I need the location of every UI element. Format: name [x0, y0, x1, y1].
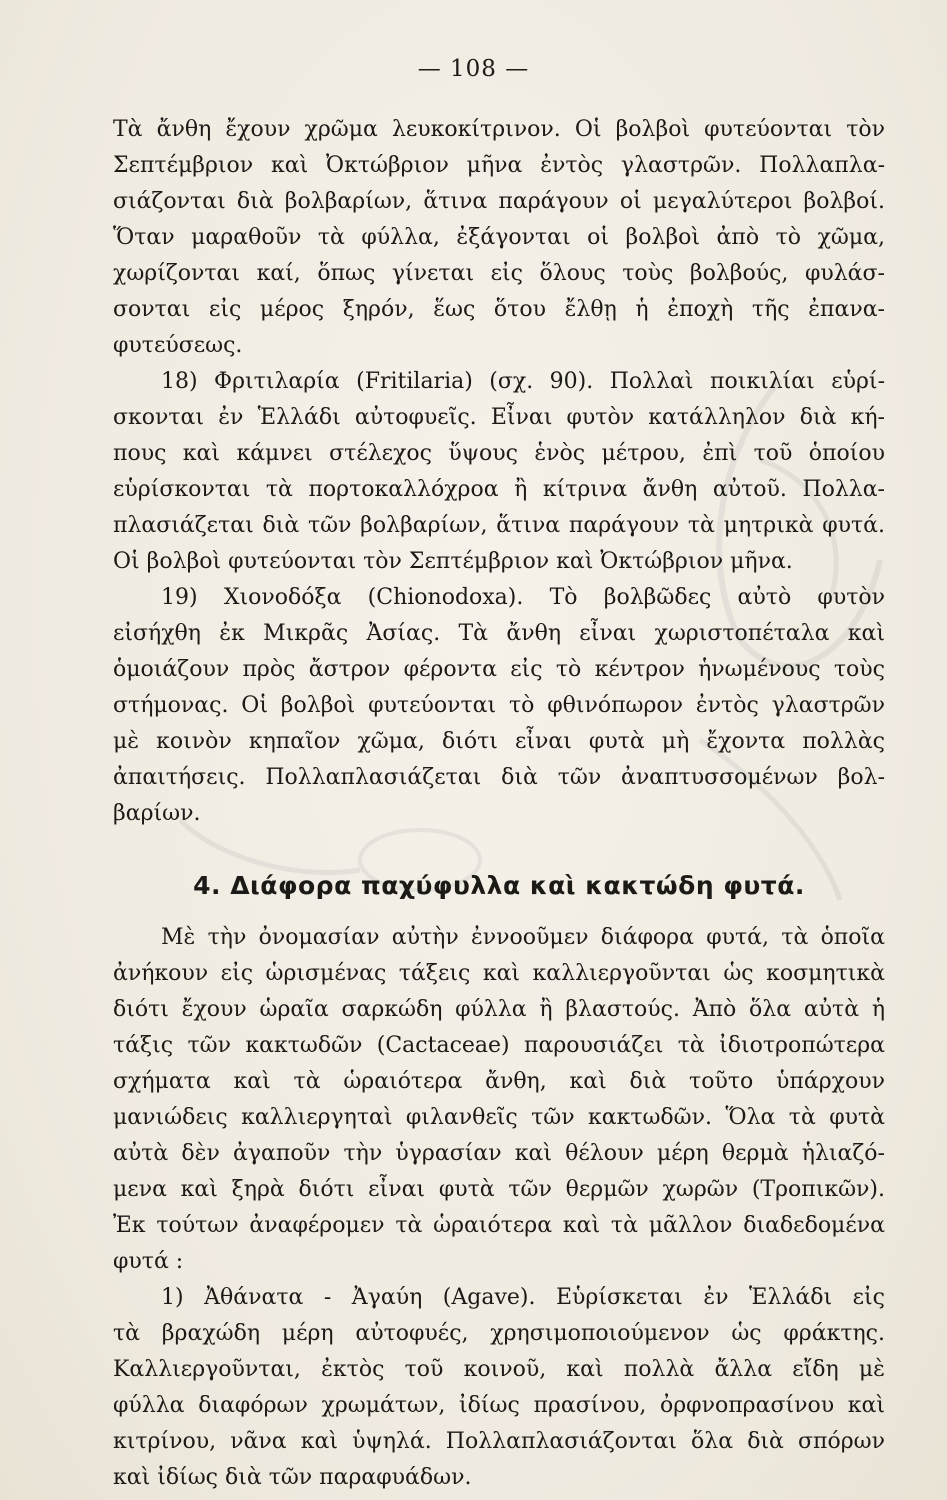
text-line: ὁμοιάζουν πρὸς ἄστρον φέροντα εἰς τὸ κέντρον ἡνωμένους τοὺς — [113, 657, 885, 682]
text-line: 18) Φριτιλαρία (Fritilaria) (σχ. 90). Πολλαὶ ποικιλίαι εὑρί- — [161, 369, 885, 394]
text-line: φύλλα διαφόρων χρωμάτων, ἰδίως πρασίνου, ὀρφνοπρασίνου καὶ — [113, 1393, 885, 1418]
text-line: μὲ κοινὸν κηπαῖον χῶμα, διότι εἶναι φυτὰ μὴ ἔχοντα πολλὰς — [113, 729, 885, 754]
paragraph-chionodoxa — [113, 580, 885, 832]
text-line: πλασιάζεται διὰ τῶν βολβαρίων, ἅτινα παράγουν τὰ μητρικὰ φυτά. — [113, 513, 885, 538]
paragraph-fritilaria — [113, 364, 885, 580]
text-line: ἀπαιτήσεις. Πολλαπλασιάζεται διὰ τῶν ἀναπτυσσομένων βολ- — [113, 765, 885, 790]
text-line: Οἱ βολβοὶ φυτεύονται τὸν Σεπτέμβριον καὶ Ὀκτώβριον μῆνα. — [113, 549, 793, 574]
text-line: σιάζονται διὰ βολβαρίων, ἅτινα παράγουν οἱ μεγαλύτεροι βολβοί. — [113, 189, 885, 214]
text-line: μανιώδεις καλλιεργηταὶ φιλανθεῖς τῶν κακτωδῶν. Ὅλα τὰ φυτὰ — [113, 1105, 885, 1130]
paragraph-bulb-care — [113, 112, 885, 364]
text-line: τάξις τῶν κακτωδῶν (Cactaceae) παρουσιάζει τὰ ἰδιοτροπώτερα — [113, 1033, 885, 1058]
text-line: ἀνήκουν εἰς ὡρισμένας τάξεις καὶ καλλιεργοῦνται ὡς κοσμητικὰ — [113, 961, 885, 986]
text-line: φυτεύσεως. — [113, 333, 243, 358]
text-line: στήμονας. Οἱ βολβοὶ φυτεύονται τὸ φθινόπωρον ἐντὸς γλαστρῶν — [113, 693, 885, 718]
text-line: βαρίων. — [113, 801, 201, 826]
paragraph-succulents-intro — [113, 920, 885, 1280]
text-line: Τὰ ἄνθη ἔχουν χρῶμα λευκοκίτρινον. Οἱ βολβοὶ φυτεύονται τὸν — [113, 117, 885, 142]
text-line: Σεπτέμβριον καὶ Ὀκτώβριον μῆνα ἐντὸς γλαστρῶν. Πολλαπλα- — [113, 153, 885, 178]
text-line: μενα καὶ ξηρὰ διότι εἶναι φυτὰ τῶν θερμῶν χωρῶν (Τροπικῶν). — [113, 1177, 885, 1202]
text-line: Ἐκ τούτων ἀναφέρομεν τὰ ὡραιότερα καὶ τὰ μᾶλλον διαδεδομένα — [113, 1213, 885, 1238]
text-line: χωρίζονται καί, ὅπως γίνεται εἰς ὅλους τοὺς βολβούς, φυλάσ- — [113, 261, 885, 286]
text-line: κιτρίνου, νᾶνα καὶ ὑψηλά. Πολλαπλασιάζονται ὅλα διὰ σπόρων — [113, 1429, 885, 1454]
text-line: τὰ βραχώδη μέρη αὐτοφυές, χρησιμοποιούμενον ὡς φράκτης. — [113, 1321, 885, 1346]
text-line: εἰσήχθη ἐκ Μικρᾶς Ἀσίας. Τὰ ἄνθη εἶναι χωριστοπέταλα καὶ — [113, 621, 885, 646]
text-line: 1) Ἀθάνατα - Ἀγαύη (Agave). Εὑρίσκεται ἐν Ἑλλάδι εἰς — [161, 1285, 885, 1310]
text-line: καὶ ἰδίως διὰ τῶν παραφυάδων. — [113, 1465, 472, 1490]
page-body — [113, 112, 885, 1496]
section-heading: 4. Διάφορα παχύφυλλα καὶ κακτώδη φυτά. — [193, 871, 805, 900]
page-number: — 108 — — [417, 56, 530, 82]
text-line: Μὲ τὴν ὀνομασίαν αὐτὴν ἐννοοῦμεν διάφορα φυτά, τὰ ὁποῖα — [161, 925, 885, 950]
text-line: φυτά : — [113, 1249, 184, 1274]
text-line: σονται εἰς μέρος ξηρόν, ἕως ὅτου ἔλθῃ ἡ ἐποχὴ τῆς ἐπανα- — [113, 297, 885, 322]
text-line: εὑρίσκονται τὰ πορτοκαλλόχροα ἢ κίτρινα ἄνθη αὐτοῦ. Πολλα- — [113, 477, 885, 502]
text-line: διότι ἔχουν ὡραῖα σαρκώδη φύλλα ἢ βλαστούς. Ἀπὸ ὅλα αὐτὰ ἡ — [113, 997, 885, 1022]
text-line: σχήματα καὶ τὰ ὡραιότερα ἄνθη, καὶ διὰ τοῦτο ὑπάρχουν — [113, 1069, 885, 1094]
text-line: σκονται ἐν Ἑλλάδι αὐτοφυεῖς. Εἶναι φυτὸν κατάλληλον διὰ κή- — [113, 405, 885, 430]
text-line: Ὅταν μαραθοῦν τὰ φύλλα, ἐξάγονται οἱ βολβοὶ ἀπὸ τὸ χῶμα, — [113, 225, 885, 250]
paragraph-agave — [113, 1280, 885, 1496]
text-line: αὐτὰ δὲν ἀγαποῦν τὴν ὑγρασίαν καὶ θέλουν μέρη θερμὰ ἡλιαζό- — [113, 1141, 885, 1166]
text-line: Καλλιεργοῦνται, ἐκτὸς τοῦ κοινοῦ, καὶ πολλὰ ἄλλα εἴδη μὲ — [113, 1357, 885, 1382]
text-line: πους καὶ κάμνει στέλεχος ὕψους ἑνὸς μέτρου, ἐπὶ τοῦ ὁποίου — [113, 441, 885, 466]
text-line: 19) Χιονοδόξα (Chionodoxa). Τὸ βολβῶδες αὐτὸ φυτὸν — [161, 585, 885, 610]
